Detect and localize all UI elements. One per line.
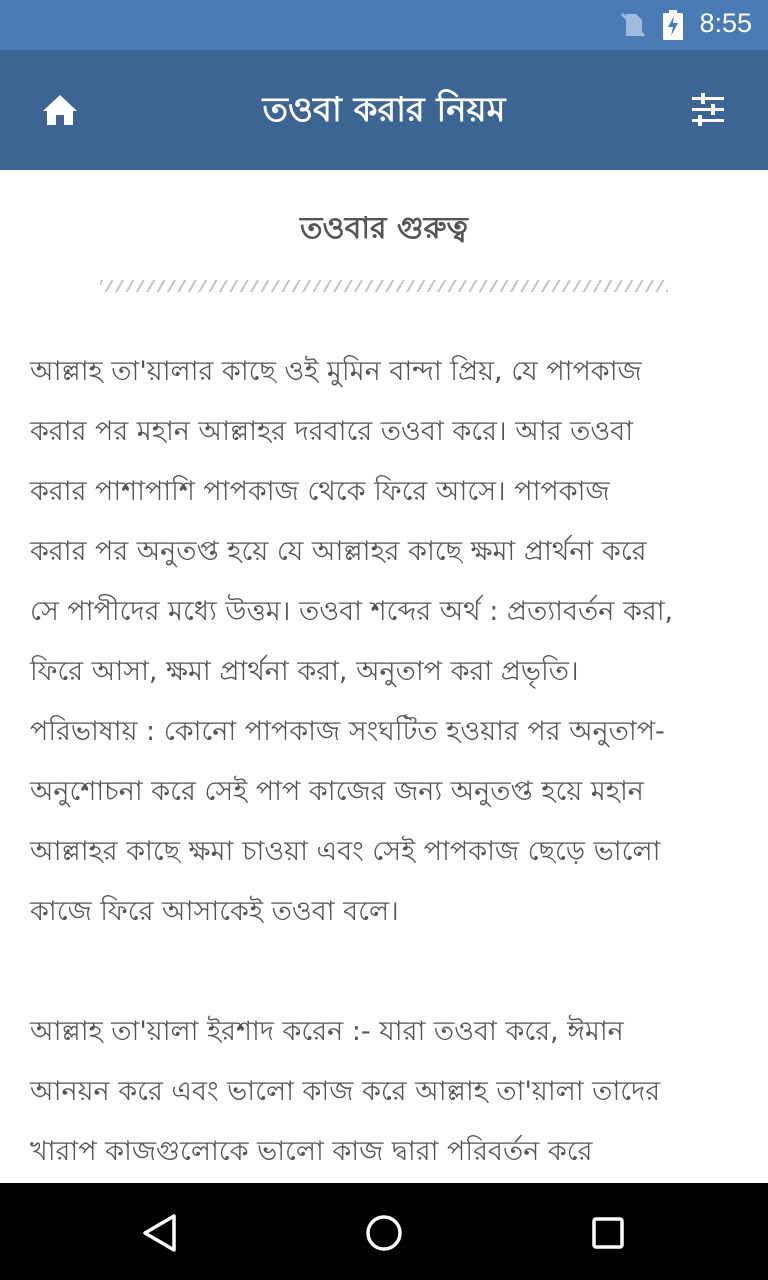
home-icon xyxy=(40,92,80,128)
page-title: তওবা করার নিয়ম xyxy=(262,90,506,130)
back-button[interactable] xyxy=(138,1211,182,1255)
app-bar xyxy=(0,50,768,170)
recents-square-icon xyxy=(586,1211,630,1255)
sliders-icon xyxy=(688,92,728,128)
settings-button[interactable] xyxy=(688,92,728,128)
article-paragraph: আল্লাহ তা'য়ালার কাছে ওই মুমিন বান্দা প্রিয়, যে পাপকাজ করার পর মহান আল্লাহর দরবারে তওবা করে। আর তওবা করার পাশাপাশি পাপকাজ থেকে ফিরে আসে। পাপকাজ করার পর অনুতপ্ত হয়ে যে আল্লাহর কাছে ক্ষমা প্রার্থনা করে সে পাপীদের মধ্যে উত্তম। তওবা শব্দের অর্থ : প্রত্যাবর্তন করা, ফিরে আসা, ক্ষমা প্রার্থনা করা, অনুতাপ করা প্রভৃতি। পরিভাষায় : কোনো পাপকাজ সংঘটিত হওয়ার পর অনুতাপ- অনুশোচনা করে সেই পাপ কাজের জন্য অনুতপ্ত হয়ে মহান আল্লাহর কাছে ক্ষমা চাওয়া এবং সেই পাপকাজ ছেড়ে ভালো কাজে ফিরে আসাকেই তওবা বলে। xyxy=(30,356,674,927)
system-nav-bar xyxy=(0,1183,768,1280)
back-triangle-icon xyxy=(138,1211,182,1255)
no-sim-icon xyxy=(620,12,646,42)
article-content[interactable] xyxy=(0,170,768,1183)
hatched-divider xyxy=(100,280,668,292)
article-paragraph: আল্লাহ তা'য়ালা ইরশাদ করেন :- যারা তওবা করে, ঈমান আনয়ন করে এবং ভালো কাজ করে আল্লাহ তা'য়ালা তাদের খারাপ কাজগুলোকে ভালো কাজ দ্বারা পরিবর্তন করে xyxy=(30,1016,661,1167)
battery-charging-icon xyxy=(662,10,684,44)
status-bar xyxy=(0,0,768,50)
status-time: 8:55 xyxy=(699,8,752,38)
recents-button[interactable] xyxy=(586,1211,630,1255)
nav-home-button[interactable] xyxy=(362,1211,406,1255)
home-button[interactable] xyxy=(40,92,80,128)
home-circle-icon xyxy=(362,1211,406,1255)
section-title: তওবার গুরুত্ব xyxy=(300,211,468,246)
